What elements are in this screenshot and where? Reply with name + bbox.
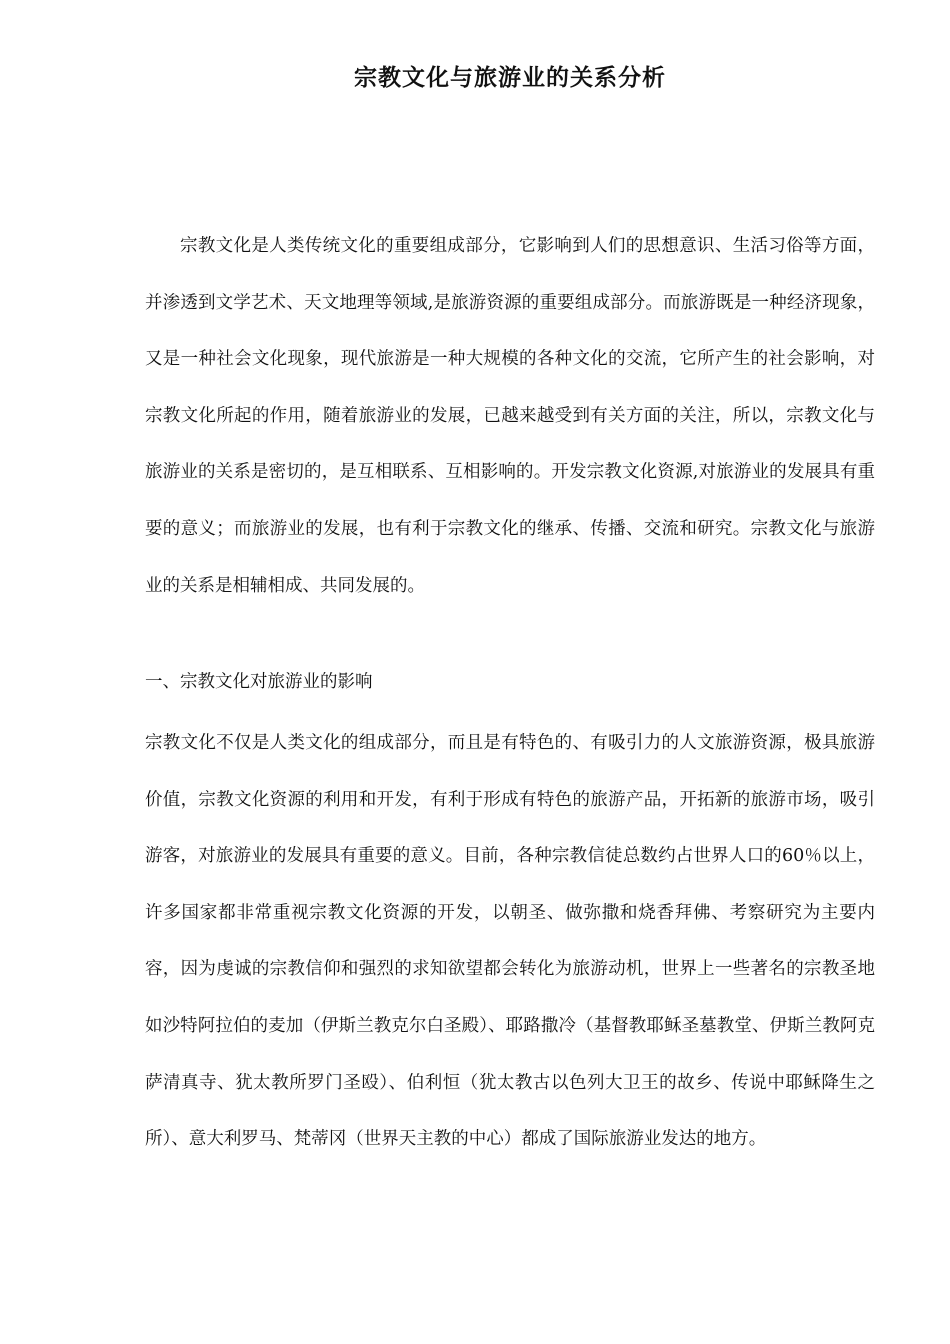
intro-paragraph: 宗教文化是人类传统文化的重要组成部分，它影响到人们的思想意识、生活习俗等方面，并渗透到文学艺术、天文地理等领域,是旅游资源的重要组成部分。而旅游既是一种经济现象，又是一种社会文化现象，现代旅游是一种大规模的各种文化的交流，它所产生的社会影响，对宗教文化所起的作用，随着旅游业的发展，已越来越受到有关方面的关注，所以，宗教文化与旅游业的关系是密切的，是互相联系、互相影响的。开发宗教文化资源,对旅游业的发展具有重要的意义；而旅游业的发展，也有利于宗教文化的继承、传播、交流和研究。宗教文化与旅游业的关系是相辅相成、共同发展的。 bbox=[145, 236, 875, 596]
document-title: 宗教文化与旅游业的关系分析 bbox=[354, 64, 666, 91]
section-paragraph: 宗教文化不仅是人类文化的组成部分，而且是有特色的、有吸引力的人文旅游资源，极具旅游价值，宗教文化资源的利用和开发，有利于形成有特色的旅游产品，开拓新的旅游市场，吸引游客，对旅游业的发展具有重要的意义。目前，各种宗教信徒总数约占世界人口的60％以上，许多国家都非常重视宗教文化资源的开发，以朝圣、做弥撒和烧香拜佛、考察研究为主要内容，因为虔诚的宗教信仰和强烈的求知欲望都会转化为旅游动机，世界上一些著名的宗教圣地如沙特阿拉伯的麦加（伊斯兰教克尔白圣殿）、耶路撒冷（基督教耶稣圣墓教堂、伊斯兰教阿克萨清真寺、犹太教所罗门圣殴）、伯利恒（犹太教古以色列大卫王的故乡、传说中耶稣降生之所）、意大利罗马、梵蒂冈（世界天主教的中心）都成了国际旅游业发达的地方。 bbox=[145, 733, 875, 1150]
section-heading: 一、宗教文化对旅游业的影响 bbox=[145, 672, 373, 692]
